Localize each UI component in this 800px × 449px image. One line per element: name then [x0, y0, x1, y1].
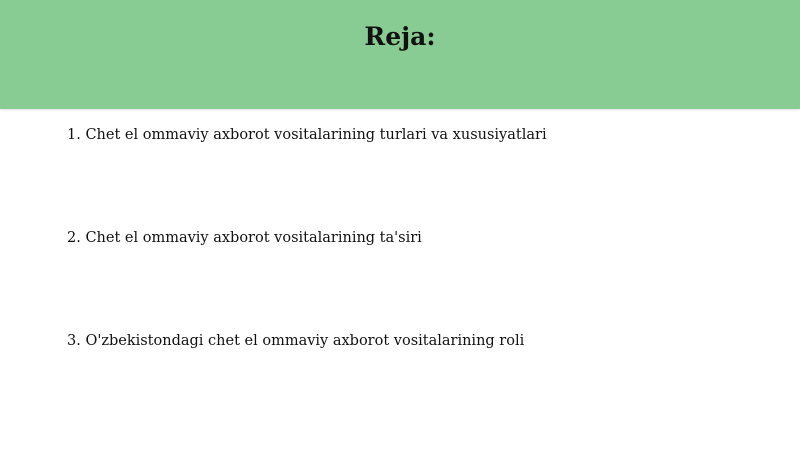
slide-title: Reja: [364, 22, 436, 51]
plan-item-1: 1. Chet el ommaviy axborot vositalarining turlari va xususiyatlari [67, 127, 547, 143]
plan-item-3: 3. O'zbekistondagi chet el ommaviy axborot vositalarining roli [67, 333, 525, 349]
plan-item-2: 2. Chet el ommaviy axborot vositalarining ta'siri [67, 230, 422, 246]
header-band [0, 0, 800, 109]
